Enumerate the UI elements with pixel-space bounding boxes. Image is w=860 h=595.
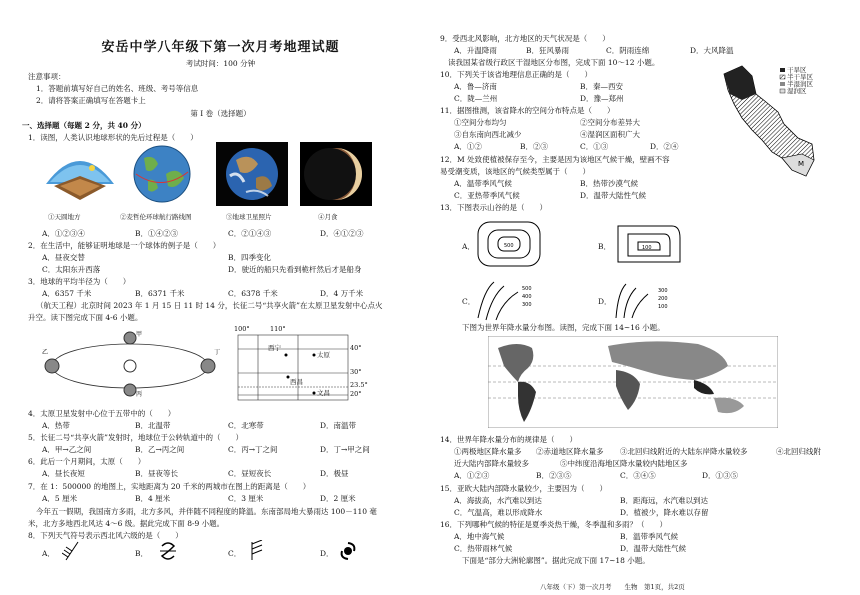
- q14-item-2: ②赤道地区降水量多: [536, 447, 604, 456]
- q6-option-b[interactable]: B．昼夜等长: [135, 469, 179, 478]
- q14-stem: 14．世界年降水量分布的规律是（ ）: [440, 435, 578, 444]
- q14-option-d[interactable]: D．①③⑤: [702, 471, 739, 480]
- q1-option-a[interactable]: A．①②③④: [42, 229, 85, 238]
- intro-launch-1: （航天工程）北京时间 2023 年 1 月 15 日 11 时 14 分，长征二号“共享火箭”在太原卫星发射中心点火: [36, 301, 383, 310]
- svg-text:丁: 丁: [214, 349, 221, 356]
- svg-text:500: 500: [504, 243, 514, 249]
- q11-item-3: ③自东南向西北减少: [454, 130, 522, 139]
- svg-text:300: 300: [658, 288, 668, 294]
- place-wenchang: 文昌: [317, 389, 330, 397]
- lat-40-label: 40°: [350, 344, 362, 352]
- contour-d-diagram: [612, 276, 684, 327]
- q8-option-a[interactable]: A．: [42, 549, 55, 558]
- q3-option-b[interactable]: B．6371 千米: [135, 289, 185, 298]
- lon-110-label: 110°: [270, 325, 286, 333]
- q1-caption-1: ①天圆地方: [48, 213, 81, 221]
- q12-option-b[interactable]: B．热带沙漠气候: [580, 179, 639, 188]
- q11-item-4: ④湿润区面积广大: [580, 130, 640, 139]
- q6-stem: 6．此后一个月期间，太原（ ）: [28, 457, 146, 466]
- q11-item-2: ②空间分布差异大: [580, 118, 640, 127]
- q13-option-b[interactable]: B．: [598, 242, 612, 251]
- svg-text:乙: 乙: [42, 349, 49, 356]
- legend-semi-arid: 半干旱区: [787, 73, 813, 81]
- lunar-eclipse-photo: [300, 142, 372, 206]
- page-footer: 八年级（下）第一次月考 生物 第1页，共2页: [540, 583, 685, 591]
- svg-text:甲: 甲: [136, 331, 143, 338]
- q3-stem: 3．地球的平均半径为（ ）: [28, 277, 131, 286]
- q10-option-c[interactable]: C．陇—兰州: [454, 94, 498, 103]
- q16-option-b[interactable]: B．温带季风气候: [620, 532, 679, 541]
- svg-text:400: 400: [522, 294, 532, 300]
- province-dry-wet-map: [722, 60, 834, 180]
- q14-option-c[interactable]: C．③④⑤: [620, 471, 656, 480]
- q15-option-c[interactable]: C．气温高，难以形成降水: [454, 508, 543, 517]
- wind-symbol-a-icon: [62, 540, 82, 565]
- q14-item-4: ④北回归线附: [776, 447, 821, 456]
- q4-stem: 4．太原卫星发射中心位于五带中的（ ）: [28, 409, 176, 418]
- q13-option-d[interactable]: D．: [598, 297, 612, 306]
- q11-stem: 11．据图推测，该省降水的空间分布特点是（ ）: [440, 106, 615, 115]
- q7-option-c[interactable]: C．3 厘米: [228, 494, 264, 503]
- q2-option-a[interactable]: A．昼夜交替: [42, 253, 85, 262]
- contour-a-diagram: [474, 218, 546, 273]
- q4-option-c[interactable]: C．北寒带: [228, 421, 264, 430]
- svg-text:M: M: [798, 160, 805, 168]
- place-taiyuan: 太原: [317, 351, 330, 359]
- q13-stem: 13．下图表示山谷的是（ ）: [440, 203, 548, 212]
- q16-option-a[interactable]: A．地中海气候: [454, 532, 505, 541]
- q3-option-a[interactable]: A．6357 千米: [42, 289, 92, 298]
- q1-option-b[interactable]: B．①④②③: [135, 229, 179, 238]
- svg-text:100: 100: [658, 304, 668, 310]
- svg-text:500: 500: [522, 286, 532, 292]
- q13-option-c[interactable]: C．: [462, 297, 476, 306]
- legend-semi-humid: 半湿润区: [787, 80, 813, 88]
- q12-stem-1: 12．M 处致使植被保存至今，主要是因为该地区气候干燥，壁画不容: [440, 155, 670, 164]
- q14-item-5: ⑤中纬度沿海地区降水量较内陆地区多: [560, 459, 688, 468]
- q13-option-a[interactable]: A．: [462, 242, 475, 251]
- volume-title: 第 I 卷（选择题）: [190, 109, 251, 118]
- q15-stem: 15．亚欧大陆内部降水量较少，主要因为（ ）: [440, 484, 608, 493]
- q6-option-c[interactable]: C．昼短夜长: [228, 469, 272, 478]
- q4-option-d[interactable]: D．南温带: [320, 421, 357, 430]
- q1-caption-3: ③地球卫星照片: [226, 213, 272, 221]
- q12-option-a[interactable]: A．温带季风气候: [454, 179, 512, 188]
- q11-option-a[interactable]: A．①②: [454, 142, 482, 151]
- q15-option-a[interactable]: A．海拔高，水汽难以到达: [454, 496, 542, 505]
- intro-province: 读我国某省级行政区干湿地区分布图，完成下面 10～12 小题。: [448, 58, 660, 67]
- legend-arid: 干旱区: [787, 66, 807, 74]
- intro-continents: 下面是“部分大洲轮廓图”。据此完成下面 17~18 小题。: [462, 556, 650, 565]
- lat-20-label: 20°: [350, 390, 362, 398]
- q5-option-a[interactable]: A．甲→乙之间: [42, 445, 92, 454]
- q10-stem: 10．下列关于该省地理信息正确的是（ ）: [440, 70, 593, 79]
- legend-humid: 湿润区: [787, 87, 807, 95]
- contour-b-diagram: [612, 218, 684, 273]
- q11-option-b[interactable]: B．②③: [520, 142, 549, 151]
- china-latlon-map: [228, 325, 368, 405]
- intro-weather-1: 今年五一假期，我国南方多雨，北方多风，并伴随不同程度的降温。东南部局地大暴雨达 100－110 毫: [36, 507, 377, 516]
- q8-option-c[interactable]: C．: [228, 549, 242, 558]
- q10-option-a[interactable]: A．鲁—济南: [454, 82, 497, 91]
- heaven-round-earth-square-image: [44, 146, 116, 204]
- intro-launch-2: 升空。读下图完成下面 4-6 小题。: [28, 313, 143, 322]
- contour-c-diagram: [474, 276, 546, 327]
- q12-option-d[interactable]: D．温带大陆性气候: [580, 191, 647, 200]
- q5-stem: 5．长征二号“共享火箭”发射时，地球位于公转轨道中的（ ）: [28, 433, 243, 442]
- q14-item-4b: 近大陆内部降水量较多: [454, 459, 529, 468]
- q14-option-b[interactable]: B．②③⑤: [536, 471, 572, 480]
- q7-stem: 7．在 1：500000 的地图上，实地距离为 20 千米的两城市在图上的距离是（ ）: [28, 482, 311, 491]
- world-precipitation-map: [488, 336, 778, 428]
- lat-30-label: 30°: [350, 368, 362, 376]
- q1-stem: 1．读图，人类认识地球形状的先后过程是（ ）: [28, 133, 198, 142]
- q8-option-d[interactable]: D．: [320, 549, 334, 558]
- q5-option-d[interactable]: D．丁→甲之间: [320, 445, 370, 454]
- svg-text:300: 300: [522, 302, 532, 308]
- q6-option-a[interactable]: A．昼长夜短: [42, 469, 85, 478]
- q9-option-a[interactable]: A．升温降雨: [454, 46, 497, 55]
- magellan-route-image: [126, 144, 198, 204]
- notice-1: 1．答题前填写好自己的姓名、班级、考号等信息: [36, 84, 199, 93]
- wind-symbol-d-icon: [338, 540, 358, 565]
- q1-option-d[interactable]: D．④①②③: [320, 229, 364, 238]
- q4-option-b[interactable]: B．北温带: [135, 421, 171, 430]
- section-heading: 一、选择题（每题 2 分，共 40 分）: [22, 121, 146, 130]
- wind-symbol-b-icon: [158, 540, 178, 565]
- q12-stem-2: 易受潮变质，该地区的气候类型属于（ ）: [440, 167, 590, 176]
- q15-option-d[interactable]: D．植被少，降水难以存留: [620, 508, 709, 517]
- q5-option-b[interactable]: B．乙→丙之间: [135, 445, 185, 454]
- q3-option-d[interactable]: D．4 万千米: [320, 289, 364, 298]
- exam-title: 安岳中学八年级下第一次月考地理试题: [101, 40, 340, 55]
- q15-option-b[interactable]: B．距海远，水汽难以到达: [620, 496, 709, 505]
- q7-option-d[interactable]: D．2 厘米: [320, 494, 356, 503]
- q9-stem: 9．受西北风影响，北方地区的天气状况是（ ）: [440, 34, 610, 43]
- earth-orbit-diagram: [38, 328, 223, 398]
- q9-option-b[interactable]: B．狂风暴雨: [526, 46, 570, 55]
- svg-text:200: 200: [658, 296, 668, 302]
- q7-option-b[interactable]: B．4 厘米: [135, 494, 171, 503]
- q14-item-3: ③北回归线附近的大陆东岸降水量较多: [620, 447, 748, 456]
- q10-option-b[interactable]: B．秦—西安: [580, 82, 624, 91]
- q9-option-c[interactable]: C．阴雨连绵: [606, 46, 650, 55]
- wind-symbol-c-icon: [248, 540, 268, 565]
- lon-100-label: 100°: [234, 325, 250, 333]
- q2-option-b[interactable]: B．四季变化: [228, 253, 272, 262]
- q14-option-a[interactable]: A．①②③: [454, 471, 490, 480]
- svg-text:100: 100: [642, 245, 652, 251]
- q16-stem: 16．下列哪种气候的特征是夏季炎热干燥，冬季温和多雨？（ ）: [440, 520, 668, 529]
- q5-option-c[interactable]: C．丙→丁之间: [228, 445, 278, 454]
- lat-235-label: 23.5°: [350, 381, 368, 389]
- notice-2: 2．请将答案正确填写在答题卡上: [36, 96, 146, 105]
- q16-option-c[interactable]: C．热带雨林气候: [454, 544, 513, 553]
- svg-text:丙: 丙: [136, 391, 143, 398]
- q2-stem: 2．在生活中，能够证明地球是一个球体的例子是（ ）: [28, 241, 221, 250]
- q4-option-a[interactable]: A．热带: [42, 421, 70, 430]
- notice-title: 注意事项：: [28, 72, 66, 81]
- q16-option-d[interactable]: D．温带大陆性气候: [620, 544, 687, 553]
- q1-caption-2: ②麦哲伦环球航行路线图: [120, 213, 192, 221]
- q1-caption-4: ④月食: [318, 213, 338, 221]
- q2-option-d[interactable]: D．驶近的船只先看到桅杆然后才是船身: [228, 265, 362, 274]
- q6-option-d[interactable]: D．极昼: [320, 469, 349, 478]
- q8-option-b[interactable]: B．: [135, 549, 149, 558]
- q7-option-a[interactable]: A．5 厘米: [42, 494, 78, 503]
- place-xining: 西宁: [268, 344, 281, 352]
- intro-precip: 下图为世界年降水量分布图。读图，完成下面 14~16 小题。: [462, 323, 665, 332]
- q11-item-1: ①空间分布均匀: [454, 118, 507, 127]
- q3-option-c[interactable]: C．6378 千米: [228, 289, 278, 298]
- q8-stem: 8．下列天气符号表示西北风六级的是（ ）: [28, 531, 183, 540]
- earth-satellite-photo: [216, 142, 288, 206]
- q12-option-c[interactable]: C．亚热带季风气候: [454, 191, 520, 200]
- q2-option-c[interactable]: C．太阳东升西落: [42, 265, 101, 274]
- q14-item-1: ①两极地区降水量多: [454, 447, 522, 456]
- intro-weather-2: 米，北方多地西北风达 4～6 级。据此完成下面 8-9 小题。: [28, 519, 225, 528]
- exam-time: 考试时间：100 分钟: [185, 59, 256, 68]
- place-xichang: 西昌: [290, 378, 303, 386]
- q1-option-c[interactable]: C．②①④③: [228, 229, 272, 238]
- q11-option-d[interactable]: D．②④: [650, 142, 679, 151]
- q11-option-c[interactable]: C．①③: [580, 142, 609, 151]
- q10-option-d[interactable]: D．豫—郑州: [580, 94, 624, 103]
- q9-option-d[interactable]: D．大风降温: [690, 46, 734, 55]
